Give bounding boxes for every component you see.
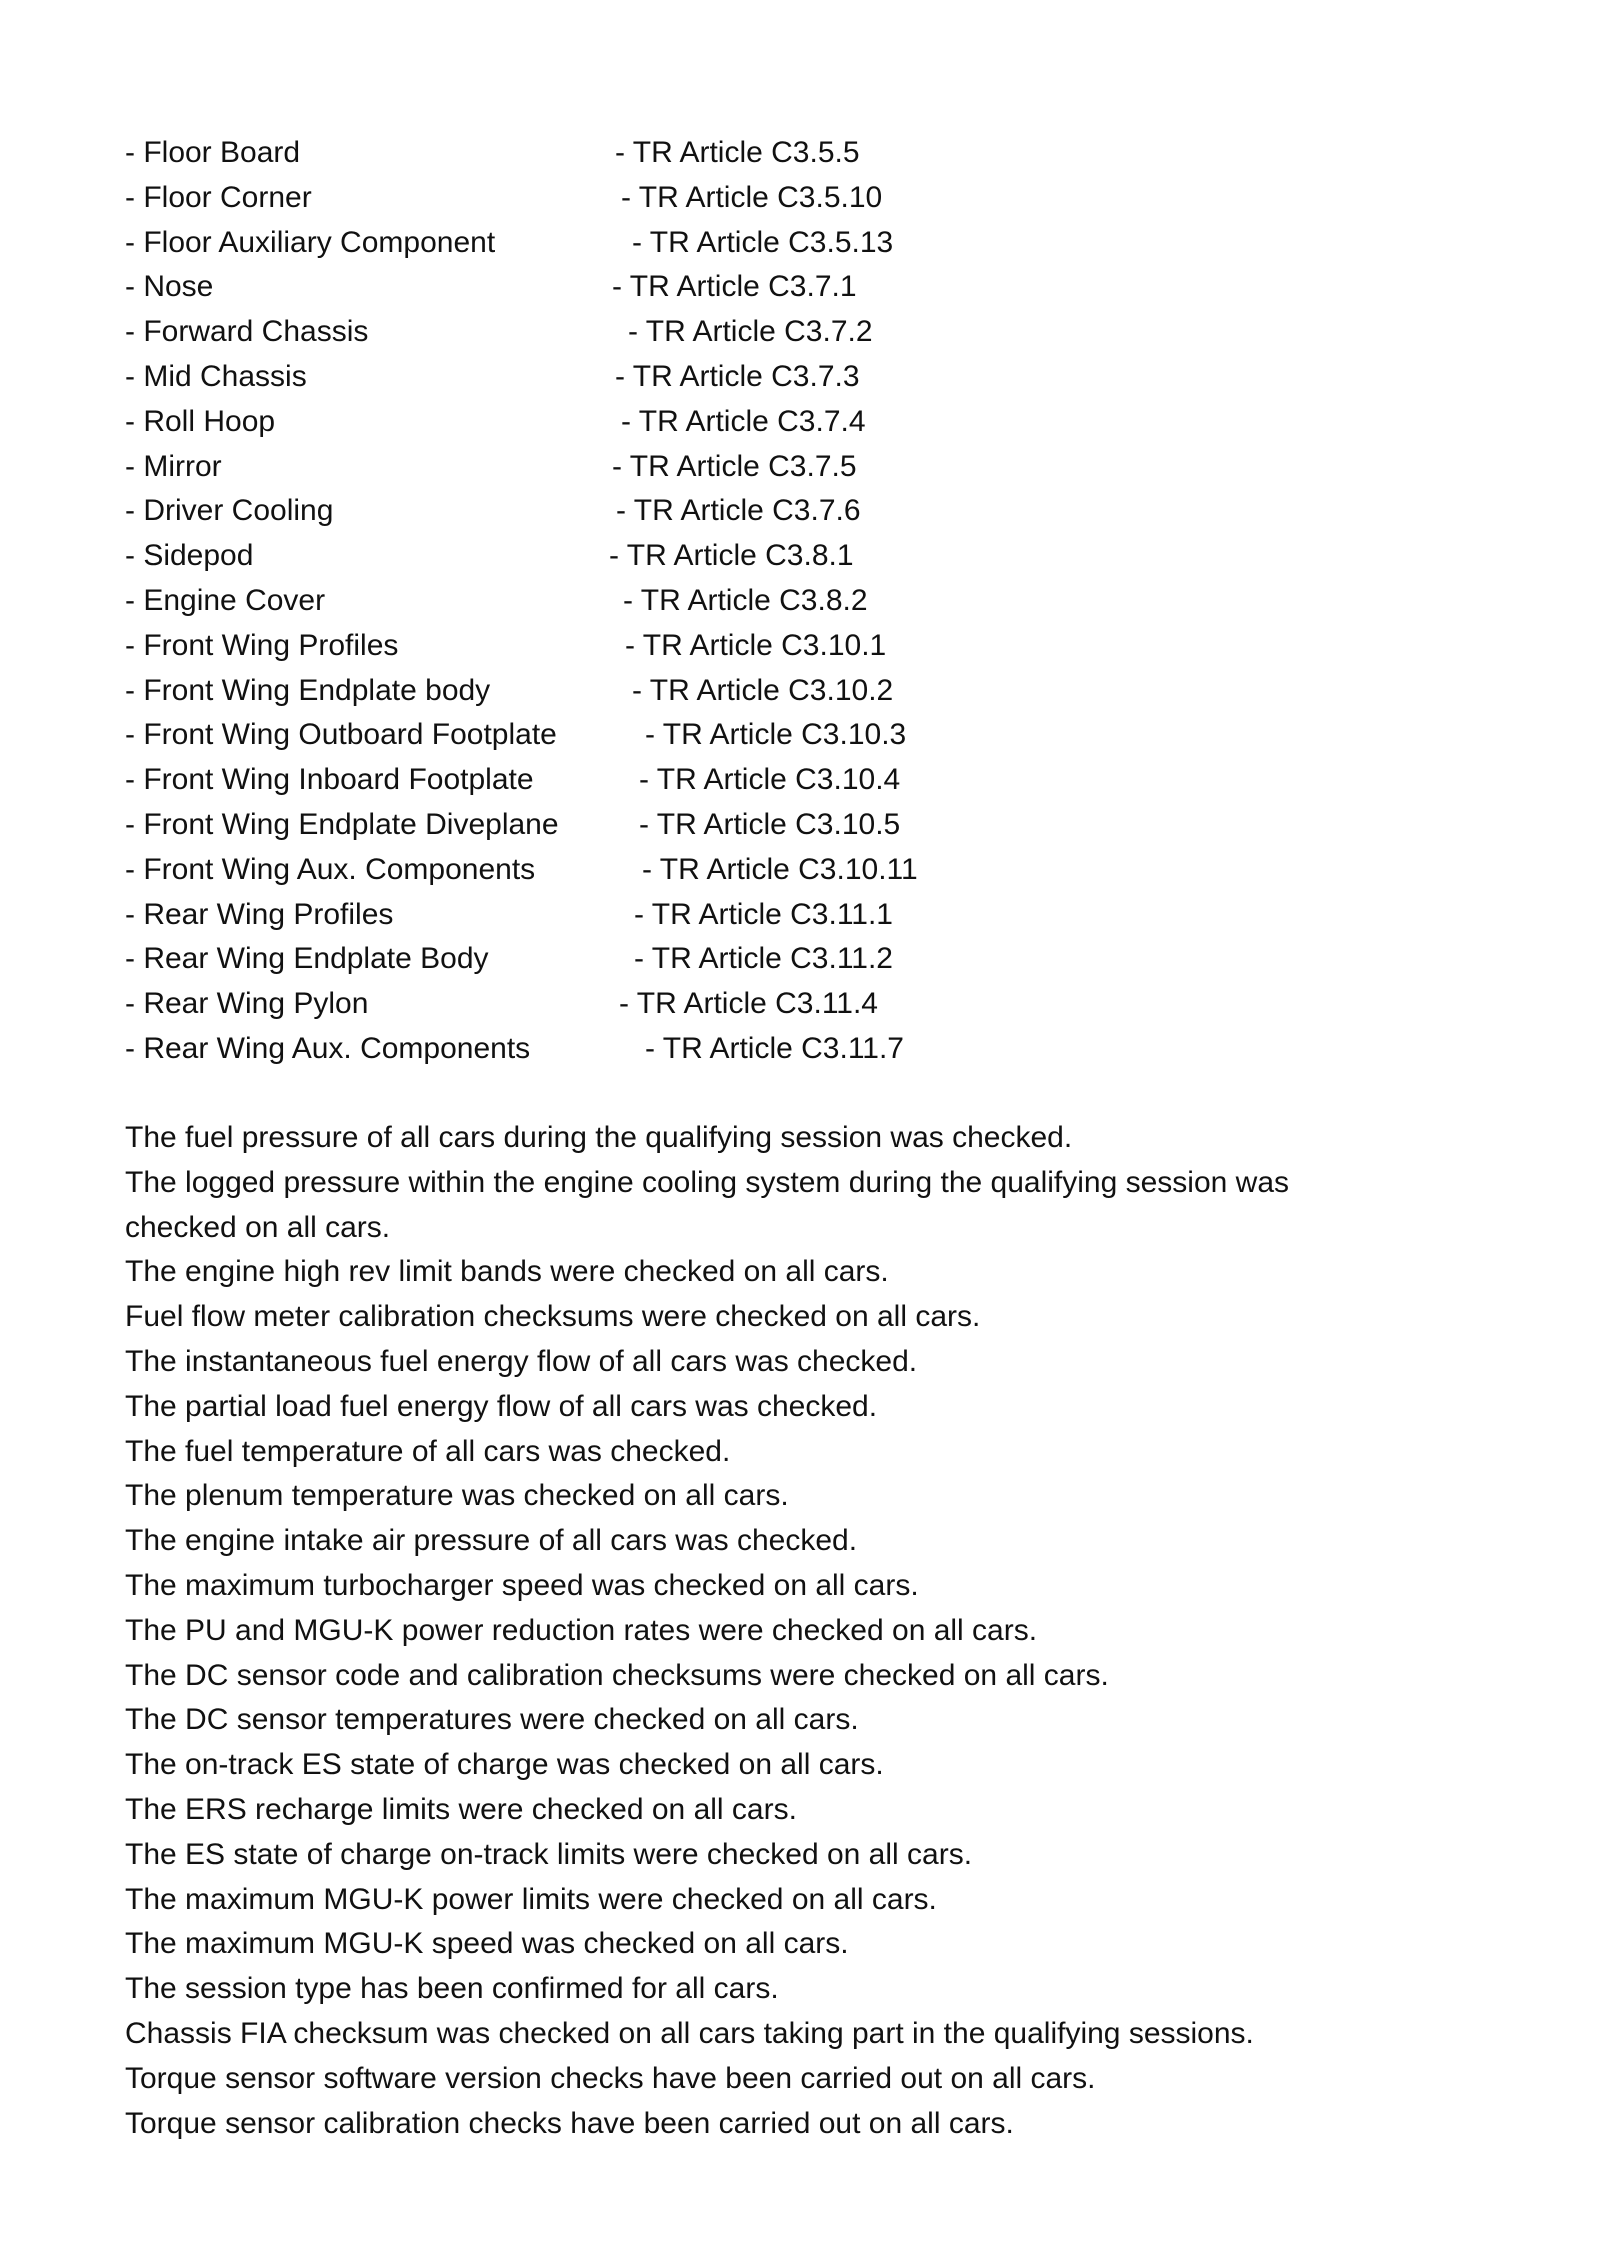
component-article-ref: - TR Article C3.7.3 bbox=[615, 359, 860, 393]
component-row bbox=[125, 624, 1225, 669]
component-row bbox=[125, 265, 1225, 310]
check-line: The DC sensor temperatures were checked on all cars. bbox=[125, 1703, 859, 1737]
component-name: - Front Wing Profiles bbox=[125, 628, 399, 662]
component-article-ref: - TR Article C3.7.6 bbox=[616, 494, 861, 528]
component-name: - Rear Wing Pylon bbox=[125, 987, 369, 1021]
component-name: - Forward Chassis bbox=[125, 315, 369, 349]
check-line: The ES state of charge on-track limits were checked on all cars. bbox=[125, 1837, 973, 1871]
component-article-ref: - TR Article C3.7.2 bbox=[628, 315, 873, 349]
component-article-ref: - TR Article C3.5.13 bbox=[632, 225, 894, 259]
component-name: - Front Wing Aux. Components bbox=[125, 852, 536, 886]
check-line: checked on all cars. bbox=[125, 1210, 391, 1244]
check-line: Fuel flow meter calibration checksums were checked on all cars. bbox=[125, 1300, 981, 1334]
component-row bbox=[125, 669, 1225, 714]
component-article-ref: - TR Article C3.7.1 bbox=[612, 270, 857, 304]
component-row bbox=[125, 579, 1225, 624]
component-row bbox=[125, 1027, 1225, 1072]
component-name: - Front Wing Endplate body bbox=[125, 673, 491, 707]
check-line: Torque sensor calibration checks have been carried out on all cars. bbox=[125, 2106, 1014, 2140]
component-row bbox=[125, 355, 1225, 400]
component-name: - Rear Wing Aux. Components bbox=[125, 1031, 531, 1065]
check-line: The session type has been confirmed for all cars. bbox=[125, 1972, 779, 2006]
component-article-ref: - TR Article C3.11.2 bbox=[634, 942, 893, 976]
component-row bbox=[125, 534, 1225, 579]
component-article-ref: - TR Article C3.7.5 bbox=[612, 449, 857, 483]
component-row bbox=[125, 803, 1225, 848]
component-name: - Roll Hoop bbox=[125, 404, 276, 438]
component-row bbox=[125, 982, 1225, 1027]
component-name: - Nose bbox=[125, 270, 214, 304]
component-row bbox=[125, 221, 1225, 266]
component-article-ref: - TR Article C3.10.11 bbox=[642, 852, 918, 886]
component-list bbox=[125, 131, 1225, 1072]
component-row bbox=[125, 713, 1225, 758]
component-name: - Front Wing Outboard Footplate bbox=[125, 718, 557, 752]
component-name: - Floor Corner bbox=[125, 180, 312, 214]
component-name: - Rear Wing Endplate Body bbox=[125, 942, 489, 976]
check-line: The PU and MGU-K power reduction rates were checked on all cars. bbox=[125, 1613, 1038, 1647]
check-line: The logged pressure within the engine cooling system during the qualifying session was bbox=[125, 1165, 1290, 1199]
check-line: The fuel pressure of all cars during the qualifying session was checked. bbox=[125, 1121, 1073, 1154]
component-row bbox=[125, 489, 1225, 534]
component-article-ref: - TR Article C3.10.1 bbox=[625, 628, 887, 662]
check-line: The maximum MGU-K power limits were checked on all cars. bbox=[125, 1882, 937, 1916]
check-line: The maximum turbocharger speed was checked on all cars. bbox=[125, 1568, 919, 1602]
check-line: The ERS recharge limits were checked on all cars. bbox=[125, 1792, 797, 1826]
component-row bbox=[125, 310, 1225, 355]
check-line: The on-track ES state of charge was checked on all cars. bbox=[125, 1748, 884, 1782]
component-row bbox=[125, 176, 1225, 221]
component-name: - Driver Cooling bbox=[125, 494, 334, 528]
check-line: The engine high rev limit bands were checked on all cars. bbox=[125, 1255, 889, 1289]
component-article-ref: - TR Article C3.10.3 bbox=[645, 718, 907, 752]
component-article-ref: - TR Article C3.8.1 bbox=[609, 539, 854, 573]
checks-list bbox=[125, 1116, 1505, 2146]
component-article-ref: - TR Article C3.10.4 bbox=[639, 763, 901, 797]
component-row bbox=[125, 893, 1225, 938]
component-article-ref: - TR Article C3.5.5 bbox=[615, 136, 860, 169]
component-name: - Floor Auxiliary Component bbox=[125, 225, 496, 259]
component-article-ref: - TR Article C3.11.4 bbox=[619, 987, 878, 1021]
component-row bbox=[125, 848, 1225, 893]
component-name: - Mirror bbox=[125, 449, 222, 483]
check-line: The DC sensor code and calibration checksums were checked on all cars. bbox=[125, 1658, 1109, 1692]
check-line: The instantaneous fuel energy flow of all cars was checked. bbox=[125, 1344, 918, 1378]
component-name: - Floor Board bbox=[125, 136, 301, 169]
component-name: - Mid Chassis bbox=[125, 359, 307, 393]
component-row bbox=[125, 131, 1225, 176]
component-name: - Engine Cover bbox=[125, 583, 326, 617]
component-article-ref: - TR Article C3.11.1 bbox=[634, 897, 893, 931]
component-row bbox=[125, 445, 1225, 490]
component-article-ref: - TR Article C3.10.2 bbox=[632, 673, 894, 707]
check-line: The fuel temperature of all cars was checked. bbox=[125, 1434, 731, 1468]
check-line: The partial load fuel energy flow of all cars was checked. bbox=[125, 1389, 878, 1423]
component-name: - Sidepod bbox=[125, 539, 254, 573]
check-line: The plenum temperature was checked on all cars. bbox=[125, 1479, 789, 1513]
check-line: The engine intake air pressure of all cars was checked. bbox=[125, 1524, 858, 1558]
check-line: Torque sensor software version checks have been carried out on all cars. bbox=[125, 2061, 1096, 2095]
component-article-ref: - TR Article C3.7.4 bbox=[621, 404, 866, 438]
component-row bbox=[125, 400, 1225, 445]
check-line: The maximum MGU-K speed was checked on all cars. bbox=[125, 1927, 849, 1961]
component-article-ref: - TR Article C3.11.7 bbox=[645, 1031, 904, 1065]
component-article-ref: - TR Article C3.8.2 bbox=[623, 583, 868, 617]
component-name: - Front Wing Inboard Footplate bbox=[125, 763, 534, 797]
component-row bbox=[125, 758, 1225, 803]
component-name: - Front Wing Endplate Diveplane bbox=[125, 807, 559, 841]
component-row bbox=[125, 937, 1225, 982]
component-name: - Rear Wing Profiles bbox=[125, 897, 394, 931]
component-article-ref: - TR Article C3.10.5 bbox=[639, 807, 901, 841]
component-article-ref: - TR Article C3.5.10 bbox=[621, 180, 883, 214]
check-line: Chassis FIA checksum was checked on all cars taking part in the qualifying sessions. bbox=[125, 2016, 1254, 2050]
